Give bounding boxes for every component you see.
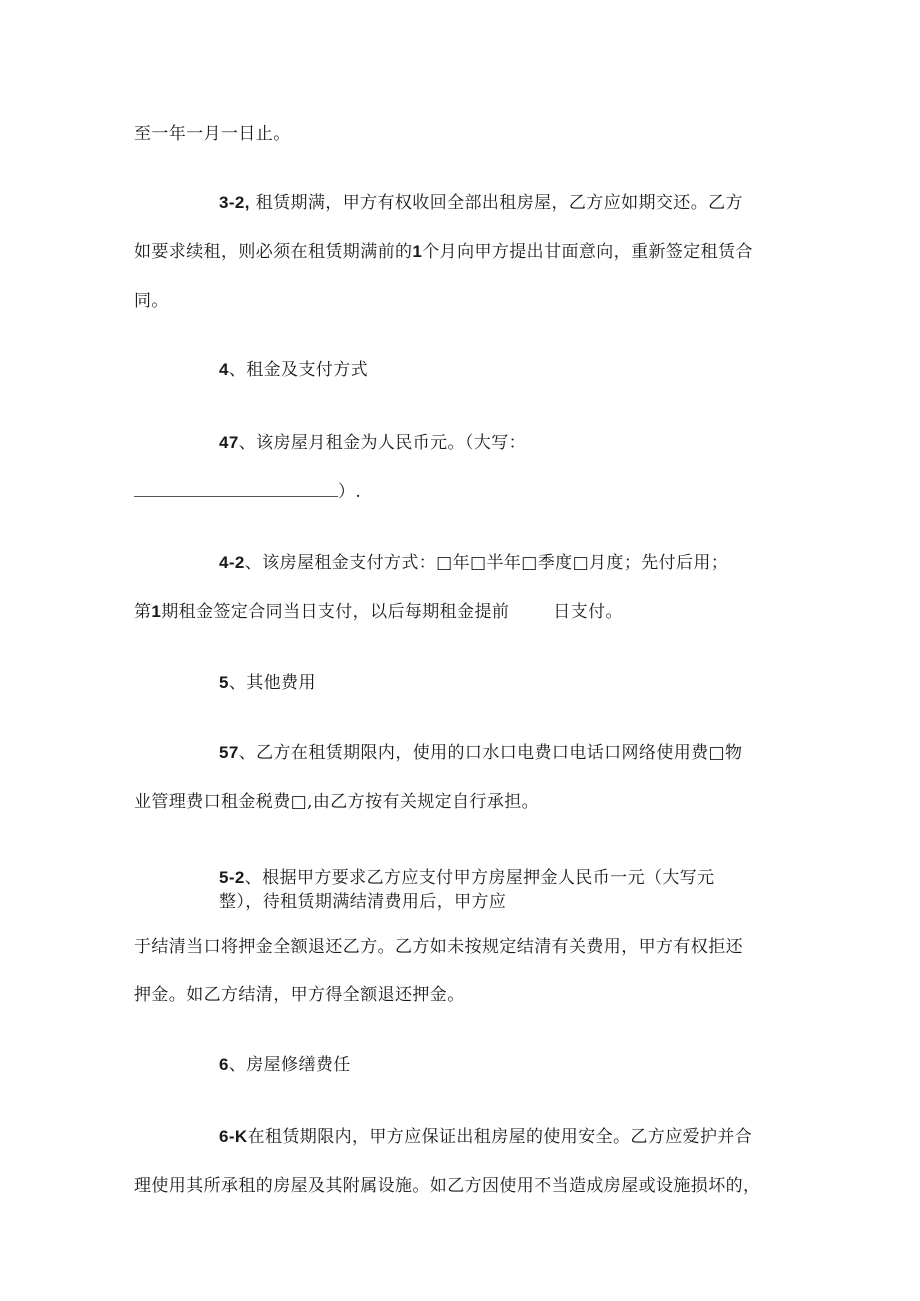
text: 如要求续租，则必须在租赁期满前的 [134, 242, 413, 262]
text: 、该房屋租金支付方式：□年□半年□季度□月度；先付后用； [244, 553, 729, 573]
text: 同。 [134, 291, 169, 311]
clause-3-2-line-2 [134, 240, 753, 264]
clause-number: 4-2 [219, 553, 245, 572]
text: 期租金签定合同当日支付，以后每期租金提前 [161, 602, 510, 622]
fill-in-blank [134, 480, 338, 497]
paragraph-line [134, 122, 291, 146]
clause-6-1-line-2 [134, 1174, 760, 1198]
text: 、该房屋月租金为人民币元。（大写： [238, 433, 527, 453]
clause-5-2-line-3 [134, 935, 743, 959]
text: 整），待租赁期满结清费用后，甲方应 [219, 892, 507, 912]
text: 在租赁期限内，甲方应保证出租房屋的使用安全。乙方应爱护并合 [247, 1127, 753, 1147]
text: ）. [338, 482, 362, 502]
text: 理使用其所承租的房屋及其附属设施。如乙方因使用不当造成房屋或设施损坏的， [134, 1176, 761, 1196]
section-title: 、房屋修缮费任 [228, 1055, 351, 1075]
section-heading-4 [219, 358, 368, 382]
text: 、根据甲方要求乙方应支付甲方房屋押金人民币一元（大写元 [244, 868, 715, 888]
section-number: 4 [219, 360, 229, 379]
section-number: 5 [219, 673, 229, 692]
clause-3-2-line-1 [219, 191, 743, 215]
clause-6-1-line-1 [219, 1125, 752, 1149]
section-heading-6 [219, 1053, 351, 1077]
clause-4-1-line-1 [219, 431, 526, 455]
clause-number: 5-2 [219, 868, 245, 887]
clause-5-2-line-4 [134, 983, 465, 1007]
clause-5-2-line-2 [219, 890, 506, 914]
clause-5-2-line-1 [219, 866, 715, 890]
clause-number: 3-2, [219, 193, 250, 212]
text: 至一年一月一日止。 [134, 124, 291, 144]
clause-3-2-line-3 [134, 289, 169, 313]
clause-number: 6-K [219, 1127, 248, 1146]
clause-4-2-line-2 [134, 600, 623, 624]
section-heading-5 [219, 671, 316, 695]
number: 1 [151, 602, 162, 621]
clause-4-1-line-2 [134, 480, 361, 504]
text: 业管理费口租金税费□,由乙方按有关规定自行承担。 [134, 792, 540, 812]
text: 于结清当口将押金全额退还乙方。乙方如未按规定结清有关费用，甲方有权拒还 [134, 937, 743, 957]
clause-5-1-line-1 [219, 741, 742, 765]
text: 、乙方在租赁期限内，使用的口水口电费口电话口网络使用费□物 [238, 743, 743, 763]
text: 个月向甲方提出甘面意向，重新签定租赁合 [422, 242, 753, 262]
number: 1 [412, 242, 423, 261]
text: 押金。如乙方结清，甲方得全额退还押金。 [134, 985, 465, 1005]
clause-number: 47 [219, 433, 239, 452]
section-number: 6 [219, 1055, 229, 1074]
text: 第 [134, 602, 152, 622]
clause-5-1-line-2 [134, 790, 539, 814]
section-title: 、其他费用 [228, 673, 316, 693]
clause-4-2-line-1 [219, 551, 728, 575]
section-title: 、租金及支付方式 [228, 360, 369, 380]
text: 租赁期满，甲方有权收回全部出租房屋，乙方应如期交还。乙方 [249, 193, 743, 213]
clause-number: 57 [219, 743, 239, 762]
text: 日支付。 [553, 602, 623, 622]
